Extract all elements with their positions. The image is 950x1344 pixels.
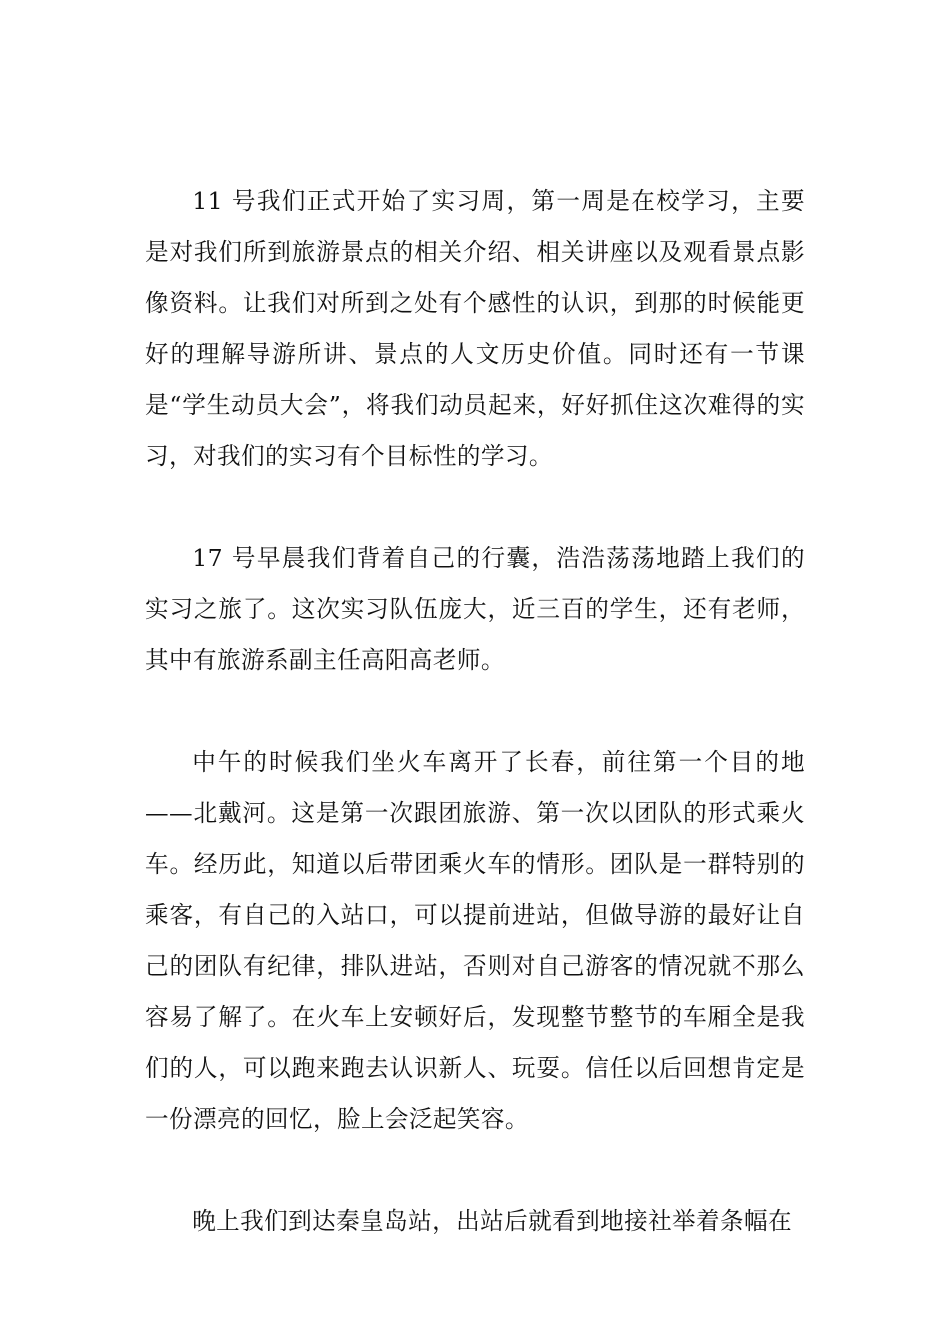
paragraph-2: 17 号早晨我们背着自己的行囊，浩浩荡荡地踏上我们的实习之旅了。这次实习队伍庞大，近三百的学生，还有老师，其中有旅游系副主任高阳高老师。 [145, 544, 805, 674]
document-body [145, 176, 805, 1298]
paragraph-3: 中午的时候我们坐火车离开了长春，前往第一个目的地——北戴河。这是第一次跟团旅游、第一次以团队的形式乘火车。经历此，知道以后带团乘火车的情形。团队是一群特别的乘客，有自己的入站口，可以提前进站，但做导游的最好让自己的团队有纪律，排队进站，否则对自己游客的情况就不那么容易了解了。在火车上安顿好后，发现整节整节的车厢全是我们的人，可以跑来跑去认识新人、玩耍。信任以后回想肯定是一份漂亮的回忆，脸上会泛起笑容。 [145, 748, 805, 1133]
paragraph-1: 11 号我们正式开始了实习周，第一周是在校学习，主要是对我们所到旅游景点的相关介绍、相关讲座以及观看景点影像资料。让我们对所到之处有个感性的认识，到那的时候能更好的理解导游所讲、景点的人文历史价值。同时还有一节课是“学生动员大会”，将我们动员起来，好好抓住这次难得的实习，对我们的实习有个目标性的学习。 [145, 187, 805, 470]
paragraph-4: 晚上我们到达秦皇岛站，出站后就看到地接社举着条幅在 [192, 1207, 793, 1235]
